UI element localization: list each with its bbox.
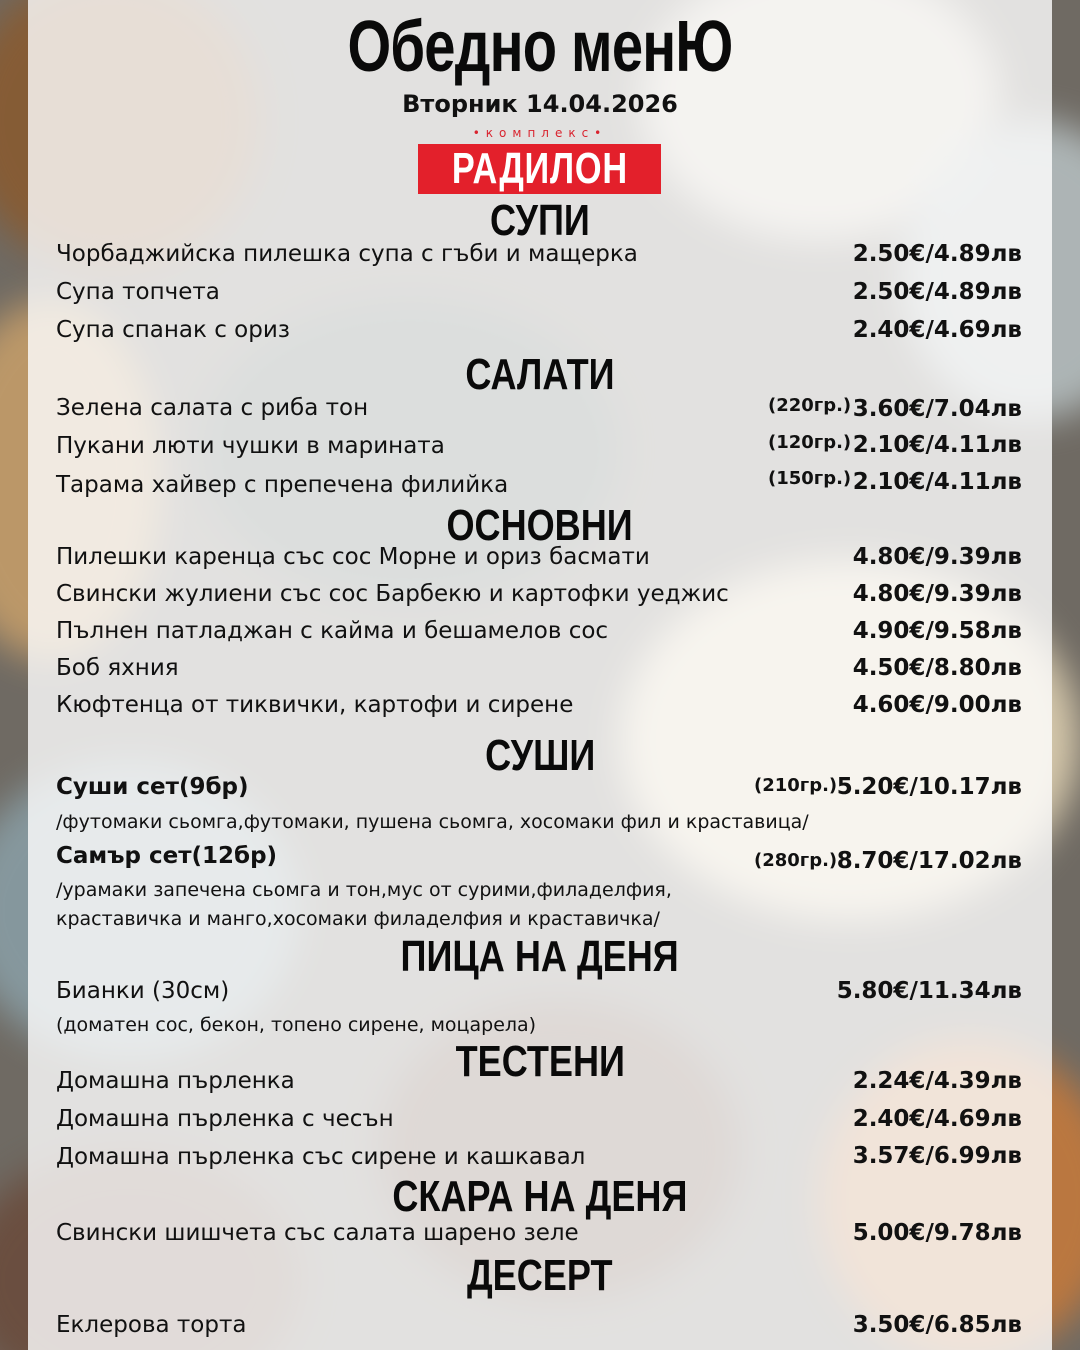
menu-item-weight: (120гр.) <box>768 432 852 453</box>
menu-item-description: (доматен сос, бекон, топено сирене, моцарела) <box>56 1014 537 1036</box>
menu-title: Обедно менЮ <box>347 7 733 87</box>
section-title-sushi: СУШИ <box>484 731 596 780</box>
menu-item-price: 5.80€/11.34лв <box>836 978 1022 1004</box>
menu-date: Вторник 14.04.2026 <box>402 90 678 118</box>
menu-item-name: Домашна пърленка с чесън <box>56 1106 394 1132</box>
menu-item-name: Пълнен патладжан с кайма и бешамелов сос <box>56 618 609 644</box>
menu-item-name: Еклерова торта <box>56 1312 247 1338</box>
menu-item-price: 3.57€/6.99лв <box>852 1143 1022 1169</box>
menu-item-name: Супа спанак с ориз <box>56 317 291 343</box>
menu-item-description: /футомаки сьомга,футомаки, пушена сьомга, хосомаки фил и краставица/ <box>56 811 809 833</box>
menu-item-price: 4.90€/9.58лв <box>852 618 1022 644</box>
menu-item-weight: (150гр.) <box>768 468 852 489</box>
menu-item-name: Тарама хайвер с препечена филийка <box>56 472 509 498</box>
section-title-dessert: ДЕСЕРТ <box>467 1251 613 1300</box>
section-title-mains: ОСНОВНИ <box>446 501 634 550</box>
menu-item-price: 8.70€/17.02лв <box>836 848 1022 874</box>
menu-item-price: 2.50€/4.89лв <box>852 241 1022 267</box>
menu-item-price: 3.50€/6.85лв <box>852 1312 1022 1338</box>
menu-item-name: Супа топчета <box>56 279 220 305</box>
menu-item-price: 2.40€/4.69лв <box>852 1106 1022 1132</box>
section-title-dough: ТЕСТЕНИ <box>455 1037 625 1086</box>
menu-item-name: Зелена салата с риба тон <box>56 395 369 421</box>
menu-item-price: 4.50€/8.80лв <box>852 655 1022 681</box>
restaurant-logo: РАДИЛОН <box>418 144 661 194</box>
menu-item-name: Суши сет(9бр) <box>56 774 249 800</box>
menu-item-weight: (220гр.) <box>768 395 852 416</box>
menu-item-name: Пилешки каренца със сос Морне и ориз басмати <box>56 544 650 570</box>
menu-item-name: Чорбаджийска пилешка супа с гъби и мащерка <box>56 241 638 267</box>
menu-item-price: 4.80€/9.39лв <box>852 544 1022 570</box>
menu-item-name: Домашна пърленка със сирене и кашкавал <box>56 1144 586 1170</box>
logo-subtitle: •комплекс• <box>472 126 608 140</box>
menu-item-price: 2.10€/4.11лв <box>852 432 1022 458</box>
menu-item-name: Боб яхния <box>56 655 179 681</box>
menu-item-name: Домашна пърленка <box>56 1068 295 1094</box>
menu-item-price: 5.00€/9.78лв <box>852 1220 1022 1246</box>
menu-item-price: 2.50€/4.89лв <box>852 279 1022 305</box>
menu-item-description: /урамаки запечена сьомга и тон,мус от сурими,филаделфия, <box>56 879 672 901</box>
menu-item-name: Пукани люти чушки в марината <box>56 433 445 459</box>
menu-item-price: 4.80€/9.39лв <box>852 581 1022 607</box>
section-title-pizza: ПИЦА НА ДЕНЯ <box>400 932 680 981</box>
menu-item-price: 2.40€/4.69лв <box>852 317 1022 343</box>
menu-item-price: 3.60€/7.04лв <box>852 396 1022 422</box>
menu-item-description: краставичка и манго,хосомаки филаделфия и краставичка/ <box>56 908 660 930</box>
menu-item-weight: (210гр.) <box>754 775 838 796</box>
menu-item-name: Кюфтенца от тиквички, картофи и сирене <box>56 692 574 718</box>
menu-item-price: 5.20€/10.17лв <box>836 774 1022 800</box>
menu-item-weight: (280гр.) <box>754 850 838 871</box>
section-title-soups: СУПИ <box>490 196 590 245</box>
menu-item-name: Самър сет(12бр) <box>56 843 278 869</box>
menu-item-price: 2.10€/4.11лв <box>852 469 1022 495</box>
section-title-salads: САЛАТИ <box>465 350 615 399</box>
section-title-grill: СКАРА НА ДЕНЯ <box>392 1172 688 1221</box>
menu-item-price: 2.24€/4.39лв <box>852 1068 1022 1094</box>
menu-item-name: Свински жулиени със сос Барбекю и картофки уеджис <box>56 581 729 607</box>
menu-item-name: Бианки (30см) <box>56 978 230 1004</box>
menu-item-price: 4.60€/9.00лв <box>852 692 1022 718</box>
menu-item-name: Свински шишчета със салата шарено зеле <box>56 1220 579 1246</box>
